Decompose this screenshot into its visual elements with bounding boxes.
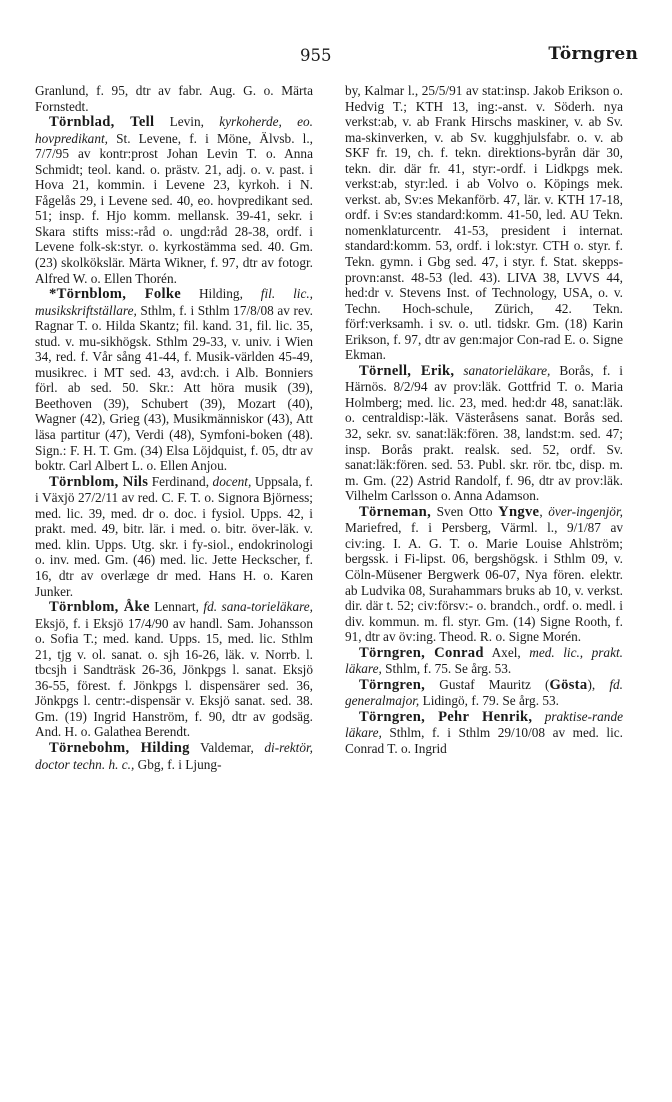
biography-entry bbox=[345, 645, 623, 677]
entry-headword: Törngren, bbox=[359, 676, 426, 693]
entry-body: Borås, f. i Härnös. 8/2/94 av prov:läk. Gottfrid T. o. Maria Holmberg; med. lic. 23, med. hed:dr 48, sanat:läk. o. centraldisp:-läk. Västeråsens sanat. Borås sed. 32, sekr. sv. sanat:läk:fören. 38, landst:m. sed. 47; insp. Borås prakt. realsk. sed. 52, ordf. Sv. sanat:läk:fören. sed. 53. Publ. skr. rör. tbc, disp. m. m. Gm. (22) Astrid Randolf, f. 96, dtr av prov:läk. Vilhelm Carlsson o. Anna Adamson. bbox=[345, 362, 624, 504]
entry-call-name: Gösta bbox=[549, 676, 588, 693]
entry-title: di-rektör, doctor techn. h. c., bbox=[35, 739, 313, 772]
entry-given-names bbox=[532, 709, 544, 724]
entry-separator: , bbox=[539, 503, 549, 519]
entry-title: fd. generalmajor, bbox=[345, 676, 623, 709]
biography-entry bbox=[35, 740, 313, 772]
entry-given-names: Axel, bbox=[483, 644, 530, 660]
entry-title: sanatorieläkare, bbox=[463, 362, 551, 378]
entry-given-names: Gustaf Mauritz ( bbox=[425, 676, 550, 692]
right-column bbox=[345, 83, 623, 757]
entry-headword: Törneman, bbox=[359, 503, 432, 520]
biography-entry bbox=[35, 474, 313, 599]
biography-entry bbox=[345, 709, 623, 757]
entry-title: över-ingenjör, bbox=[548, 503, 623, 519]
entry-body: Sthlm, f. i Sthlm 17/8/08 av rev. Ragnar T. o. Hilda Skantz; fil. kand. 31, fil. lic. 35, stud. v. mu-sikhögsk. Sthlm 29-33, v. univ. i Wien 34, red. f. Vår sång 41-44, f. Musik-världen 45-49, musikrec. i MT sed. 43, avd:ch. i Alb. Bonniers förl. ab sed. 50. Skr.: Att höra musik (39), Beethoven (39), Schubert (39), Mozart (40), Wagner (42), Grieg (43), Musikmänniskor (43), Att läsa partitur (47), Verdi (48), Symfoni-boken (48). Sign.: F. H. T. Gm. (34) Elsa Löjdquist, f. 05, dtr av boktr. Carl Albert L. o. Ellen Anjou. bbox=[35, 302, 313, 474]
entry-given-names: Lennart, bbox=[149, 599, 204, 615]
biography-entry bbox=[35, 114, 313, 286]
entry-continuation bbox=[345, 83, 623, 363]
entry-title: docent, bbox=[212, 473, 252, 489]
entry-title: fil. lic., musikskriftställare, bbox=[35, 286, 314, 318]
entry-separator: ), bbox=[587, 676, 610, 692]
entry-body: Gbg, f. i Ljung- bbox=[134, 756, 222, 772]
left-column bbox=[35, 83, 313, 772]
biography-entry bbox=[345, 504, 623, 645]
page-header bbox=[0, 44, 672, 68]
biography-entry bbox=[345, 677, 623, 709]
page-number: 955 bbox=[300, 46, 332, 65]
entry-headword: Törnblom, Nils bbox=[49, 473, 149, 490]
entry-body: Eksjö, f. i Eksjö 17/4/90 av handl. Sam. Johansson o. Sofia T.; med. kand. Upps. 15, med. lic. Sthlm 21, tjg v. ol. sanat. o. sjh 16-26, läk. v. Norrb. l. tbcsjh i Sandträsk 26-36, Jönkpgs l. sanat. Eksjö 36-55, förest. f. Jönkpgs l. dispensärer sed. 36, Jönkpgs l. centr:-dispensär v. Eksjö sanat. sed. 38. Gm. (19) Ingrid Hanström, f. 90, dtr av godsäg. And. H. o. Galathea Berendt. bbox=[35, 615, 313, 740]
running-head: Törngren bbox=[548, 44, 638, 64]
biography-entry bbox=[35, 599, 313, 740]
entry-title: praktise-rande läkare, bbox=[345, 708, 623, 741]
entry-body: Sthlm, f. 75. Se årg. 53. bbox=[381, 661, 512, 677]
entry-body: Uppsala, f. i Växjö 27/2/11 av red. C. F. T. o. Signora Björness; med. lic. 39, med. dr o. doc. i fysiol. Upps. 42, i prakt. med. 49, bitr. lär. i med. o. bitr. över-läk. v. med. klin. Upps. Utg. skr. i fy-siol., endokrinologi o. inv. med. Gm. (46) med. lic. Jette Heckscher, f. 16, dtr av overlæge dr med. Hans H. o. Karen Junker. bbox=[35, 473, 314, 599]
entry-headword: Törnblad, Tell bbox=[49, 114, 155, 131]
entry-body: Lidingö, f. 79. Se årg. 53. bbox=[419, 693, 559, 709]
entry-given-names: Ferdinand, bbox=[148, 473, 213, 489]
entry-title: kyrkoherde, eo. hovpredikant, bbox=[35, 114, 313, 146]
entry-call-name: Yngve bbox=[498, 503, 540, 520]
entry-headword: Törngren, Conrad bbox=[359, 644, 484, 661]
entry-title: fd. sana-torieläkare, bbox=[203, 599, 313, 615]
biography-entry bbox=[345, 363, 623, 504]
entry-body: Mariefred, f. i Persberg, Värml. l., 9/1/87 av civ:ing. I. A. G. T. o. Marie Louise Ahlström; bergssk. i Fi-lipst. 06, bergshögsk. i Sthlm 09, v. Cöln-Müsener Bergwerk 06-07, Nya fören. elektr. ab Ludvika 08, Surahammars bruks ab 10, v. verkst. dir. där t. 52; civ:försv:- o. brandch., ordf. o. medl. i div. kommun. m. fl. styr. Gm. (14) Signe Rooth, f. 91, dtr av öv:ing. Theod. R. o. Signe Morén. bbox=[345, 520, 623, 645]
entry-given-names bbox=[454, 363, 463, 378]
entry-text: Granlund, f. 95, dtr av fabr. Aug. G. o. Märta Fornstedt. bbox=[35, 83, 313, 114]
entry-continuation bbox=[35, 83, 313, 114]
entry-body: St. Levene, f. i Möne, Älvsb. l., 7/7/95 av kontr:prost Johan Levin T. o. Anna Schmidt; teol. kand. o. prästv. 21, adj. o. v. past. i Hova 21, kommin. i Levene 23, kyrkoh. i N. Fågelås 29, i Levene sed. 40, eo. hovpredikant sed. 51; insp. f. Hjo komm. mellansk. 39-41, sekr. i Skara stifts miss:-råd o. ungd:råd 28-38, ordf. i Levene folk-sk:styr. o. kyrkostämma sed. 40. Gm. (23) skolkökslär. Märta Wikner, f. 97, dtr av fotogr. Alfred W. o. Ellen Thorén. bbox=[35, 130, 313, 286]
entry-headword: Törnell, Erik, bbox=[359, 362, 455, 379]
entry-headword: *Törnblom, Folke bbox=[49, 286, 182, 303]
entry-headword: Törnblom, Åke bbox=[49, 599, 150, 616]
entry-title: med. lic., prakt. läkare, bbox=[345, 644, 623, 677]
entry-headword: Törngren, Pehr Henrik, bbox=[359, 708, 533, 725]
biography-entry bbox=[35, 286, 313, 474]
entry-text: by, Kalmar l., 25/5/91 av stat:insp. Jakob Erikson o. Hedvig T.; KTH 13, ing:-anst. v. Söderh. nya verkst:ab, v. ab Frank Hirschs maskiner, v. ab Sv. ma-skinverken, v. ab Sv. kugghjulsfabr. o. v. ab SKF fr. 19, ch. f. tekn. direktions-byrån där 30, tekn. dir. där fr. 41, styr:-ordf. i Lidkpgs mek. verkst:ab, styr:led. i ab Volvo o. Köpings mek. verkst. ab, Sv:es Mekanförb. 47, lär. v. KTH 17-18, ordf. i Sv:es standard:komm. 41-50, led. AU Tekn. nomenklaturcentr. 41-53, president i internat. standard:komm. 53, ordf. i lok:styr. CTH o. styr. f. Tekn. gymn. i Gbg sed. 47, i styr. f. Stat. skepps-provn:anst. 48-53 (led. 43). LIVA 38, LVVS 44, hed:dr v. Stevens Inst. of Technology, USA, o. v. Techn. Hoch-schule, Zürich, 42. Tekn. förf:verksamh. i sv. o. utl. tidskr. Gm. (18) Karin Erikson, f. 97, dtr av gen:major Con-rad E. o. Signe Ekman. bbox=[345, 83, 623, 363]
entry-given-names: Hilding, bbox=[181, 286, 261, 302]
entry-given-names: Valdemar, bbox=[189, 739, 265, 755]
entry-body: Sthlm, f. i Sthlm 29/10/08 av med. lic. Conrad T. o. Ingrid bbox=[345, 725, 623, 756]
entry-given-names: Levin, bbox=[154, 114, 220, 130]
entry-given-names: Sven Otto bbox=[431, 503, 499, 519]
entry-headword: Törnebohm, Hilding bbox=[49, 739, 190, 756]
